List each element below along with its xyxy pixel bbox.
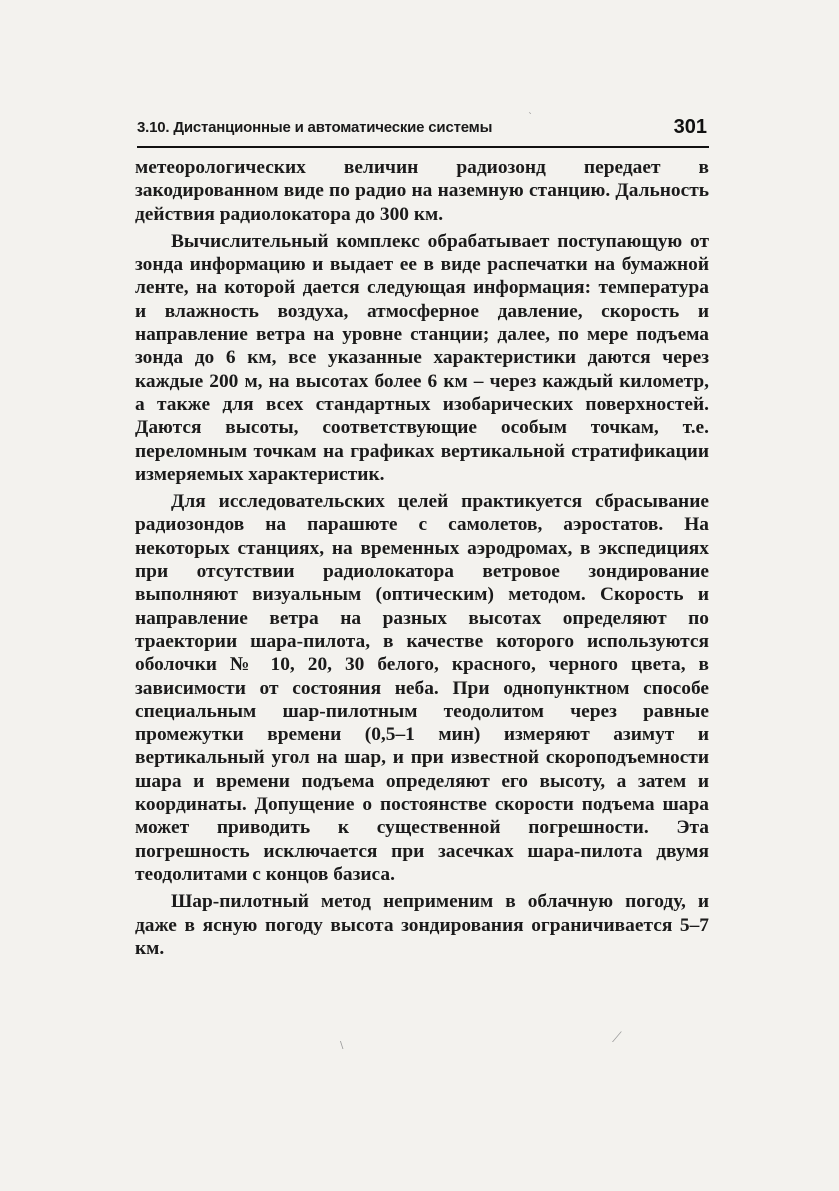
page-number: 301 [673,116,707,138]
paragraph: Вычислительный комплекс обрабатывает поступающую от зонда информацию и выдает ее в виде распечатки на бумажной ленте, на которой дается следующая информация: температура и влажность воздуха, атмосферное давление, скорость и направление ветра на уровне станции; далее, по мере подъема зонда до 6 км, все указанные характеристики даются через каждые 200 м, на высотах более 6 км – через каждый километр, а также для всех стандартных изобарических поверхностей. Даются высоты, соответствующие особым точкам, т.е. переломным точкам на графиках вертикальной стратификации измеряемых характеристик. [135,230,709,485]
running-head [137,116,709,148]
scan-mark: \ [340,1040,344,1051]
section-title: 3.10. Дистанционные и автоматические системы [137,119,493,136]
paragraph: Для исследовательских целей практикуется сбрасывание радиозондов на парашюте с самолетов, аэростатов. На некоторых станциях, на временных аэродромах, в экспедициях при отсутствии радиолокатора ветровое зондирование выполняют визуальным (оптическим) методом. Скорость и направление ветра на разных высотах определяют по траектории шара-пилота, в качестве которого используются оболочки № 10, 20, 30 белого, красного, черного цвета, в зависимости от состояния неба. При однопунктном способе специальным шар-пилотным теодолитом через равные промежутки времени (0,5–1 мин) измеряют азимут и вертикальный угол на шар, и при известной скороподъемности шара и времени подъема определяют его высоту, а затем и координаты. Допущение о постоянстве скорости подъема шара может приводить к существенной погрешности. Эта погрешность исключается при засечках шара-пилота двумя теодолитами с концов базиса. [135,491,709,885]
scan-mark: ˋ [528,112,533,123]
paragraph-continued: метеорологических величин радиозонд передает в закодированном виде по радио на наземную станцию. Дальность действия радиолокатора до 300 км. [135,157,709,225]
paragraph: Шар-пилотный метод неприменим в облачную погоду, и даже в ясную погоду высота зондирования ограничивается 5–7 км. [135,891,709,959]
scan-mark: ⟋ [612,1030,622,1046]
body-text [135,156,709,964]
